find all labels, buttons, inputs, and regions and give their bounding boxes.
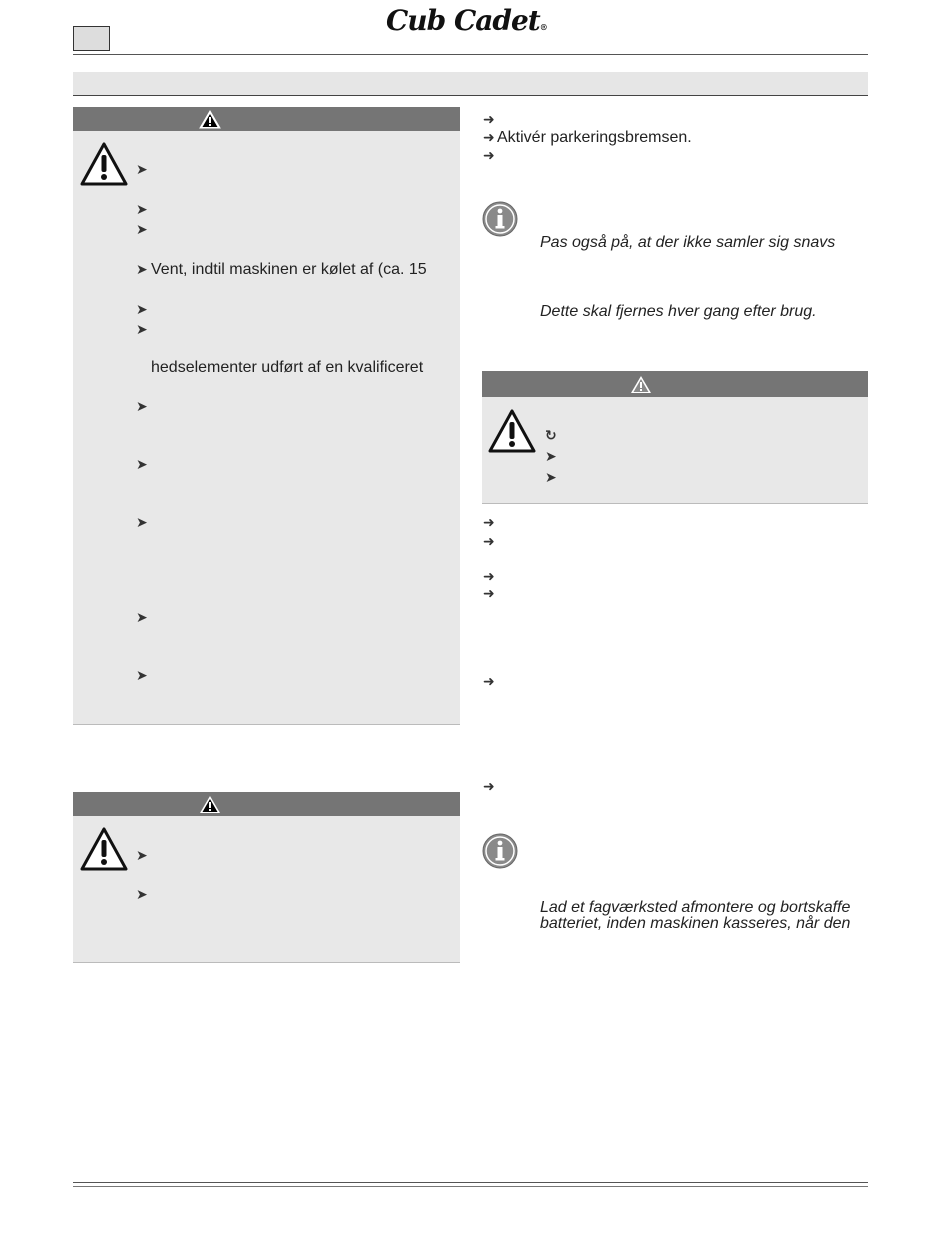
arrow-right-icon: ➜ — [483, 534, 495, 550]
chevron-bullet-icon: ➤ — [136, 262, 148, 278]
chevron-bullet-icon: ➤ — [545, 449, 557, 465]
arrow-right-icon: ➜ — [483, 112, 495, 128]
chevron-bullet-icon: ➤ — [136, 202, 148, 218]
arrow-right-icon: ➜ — [483, 586, 495, 602]
warning-panel-header — [73, 107, 460, 131]
warning-triangle-icon — [630, 375, 652, 394]
brand-logo: Cub Cadet® — [386, 4, 547, 37]
arrow-right-icon: ➜ — [483, 515, 495, 531]
chevron-bullet-icon: ➤ — [136, 610, 148, 626]
warning-triangle-icon — [79, 826, 129, 872]
info-icon — [482, 833, 518, 869]
chevron-bullet-icon: ➤ — [136, 302, 148, 318]
warning-text-line: Vent, indtil maskinen er kølet af (ca. 15 — [151, 261, 427, 278]
warning-panel-1 — [73, 107, 460, 725]
chevron-bullet-icon: ➤ — [136, 222, 148, 238]
chevron-bullet-icon: ➤ — [136, 515, 148, 531]
arrow-right-icon: ➜ — [483, 130, 495, 146]
footer-rule — [73, 1186, 868, 1187]
chevron-bullet-icon: ➤ — [136, 457, 148, 473]
chevron-bullet-icon: ➤ — [136, 848, 148, 864]
warning-panel-3 — [482, 371, 868, 504]
note-text-line: batteriet, inden maskinen kasseres, når den — [540, 915, 851, 932]
info-icon — [482, 201, 518, 237]
arrow-right-icon: ➜ — [483, 779, 495, 795]
chevron-bullet-icon: ➤ — [136, 322, 148, 338]
warning-triangle-icon — [487, 408, 537, 454]
arrow-right-icon: ➜ — [483, 569, 495, 585]
arrow-right-icon: ➜ — [483, 148, 495, 164]
note-text-line: Lad et fagværksted afmontere og bortskaffe — [540, 899, 851, 916]
chevron-bullet-icon: ➤ — [136, 399, 148, 415]
warning-panel-header — [482, 371, 868, 397]
warning-panel-header — [73, 792, 460, 816]
warning-text-line: hedselementer udført af en kvalificeret — [151, 359, 424, 376]
section-title-bar — [73, 72, 868, 96]
warning-triangle-icon — [199, 110, 221, 129]
warning-panel-2 — [73, 792, 460, 963]
rotate-icon: ↻ — [545, 428, 557, 444]
warning-triangle-icon — [199, 795, 221, 814]
chevron-bullet-icon: ➤ — [136, 162, 148, 178]
chevron-bullet-icon: ➤ — [136, 887, 148, 903]
arrow-right-icon: ➜ — [483, 674, 495, 690]
note-text-line: Pas også på, at der ikke samler sig snavs — [540, 234, 836, 251]
chevron-bullet-icon: ➤ — [545, 470, 557, 486]
step-parking-brake: Aktivér parkeringsbremsen. — [497, 129, 692, 146]
note-text-line: Dette skal fjernes hver gang efter brug. — [540, 303, 817, 320]
footer-rule — [73, 1182, 868, 1183]
chevron-bullet-icon: ➤ — [136, 668, 148, 684]
header-rule — [73, 54, 868, 55]
warning-triangle-icon — [79, 141, 129, 187]
language-tab — [73, 26, 110, 51]
